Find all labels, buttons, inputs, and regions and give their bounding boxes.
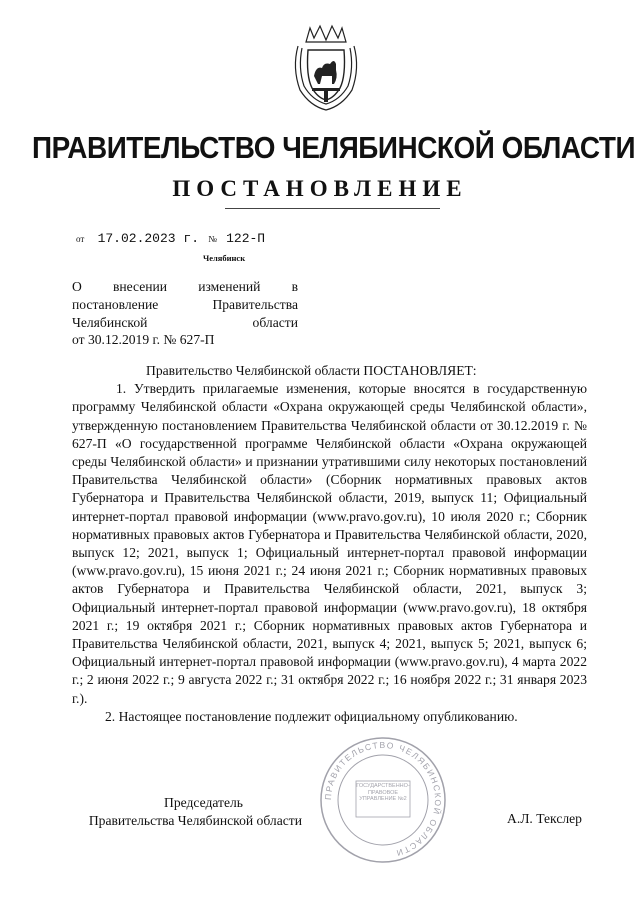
resolution-statement: Правительство Челябинской области ПОСТАНОВЛЯЕТ:	[146, 363, 477, 378]
signatory-position: Председатель	[164, 795, 243, 810]
official-stamp	[318, 735, 448, 865]
clause-2: 2. Настоящее постановление подлежит официальному опубликованию.	[105, 708, 518, 724]
number-prefix: №	[208, 234, 217, 244]
signatory-title	[0, 794, 302, 830]
document-number: 122-П	[226, 231, 266, 246]
document-subject	[72, 278, 298, 349]
subject-line: Челябинской области	[72, 314, 298, 330]
coat-of-arms-emblem	[290, 18, 362, 114]
document-body	[72, 362, 587, 726]
registration-line	[76, 230, 265, 246]
header-divider	[225, 208, 440, 209]
subject-line: от 30.12.2019 г. № 627-П	[72, 332, 215, 348]
date-prefix: от	[76, 234, 85, 244]
clause-1: 1. Утвердить прилагаемые изменения, которые вносятся в государственную программу Челябинской области «Охрана окружающей среды Челябинской области», утвержденную постановлением Правительства Челябинской области от 30.12.2019 г. № 627-П «О государственной программе Челябинской области «Охрана окружающей среды Челябинской области» и признании утратившими силу некоторых постановлений Правительства Челябинской области» (Сборник нормативных правовых актов Губернатора и Правительства Челябинской области, 2019, выпуск 11; Официальный интернет-портал правовой информации (www.pravo.gov.ru), 10 июля 2020 г.; Сборник нормативных правовых актов Губернатора и Правительства Челябинской области, 2020, выпуск 12; 2021, выпуск 1; Официальный интернет-портал правовой информации (www.pravo.gov.ru), 15 июня 2021 г.; 24 июня 2021 г.; Сборник нормативных правовых актов Губернатора и Правительства Челябинской области, 2021, выпуск 3; Официальный интернет-портал правовой информации (www.pravo.gov.ru), 18 октября 2021 г.; 19 октября 2021 г.; Сборник нормативных правовых актов Губернатора и Правительства Челябинской области, 2021, выпуск 4; 2021, выпуск 5; 2021, выпуск 6; Официальный интернет-портал правовой информации (www.pravo.gov.ru), 4 марта 2022 г.; 2 июня 2022 г.; 9 августа 2022 г.; 31 октября 2022 г.; 16 ноября 2022 г.; 31 января 2023 г.).	[72, 381, 587, 706]
signatory-organization: Правительства Челябинской области	[88, 813, 302, 828]
stamp-center-text: ГОСУДАРСТВЕННО-ПРАВОВОЕ УПРАВЛЕНИЕ №2	[356, 783, 410, 802]
place-of-issue: Челябинск	[203, 253, 246, 263]
signatory-name: А.Л. Текслер	[507, 811, 582, 826]
document-date: 17.02.2023 г.	[97, 231, 199, 246]
document-type-heading: ПОСТАНОВЛЕНИЕ	[172, 176, 468, 201]
government-title: ПРАВИТЕЛЬСТВО ЧЕЛЯБИНСКОЙ ОБЛАСТИ	[32, 130, 636, 165]
stamp-ring-text: ПРАВИТЕЛЬСТВО ЧЕЛЯБИНСКОЙ ОБЛАСТИ	[322, 739, 444, 859]
subject-line: постановление Правительства	[72, 296, 298, 312]
subject-line: О внесении изменений в	[72, 279, 298, 294]
